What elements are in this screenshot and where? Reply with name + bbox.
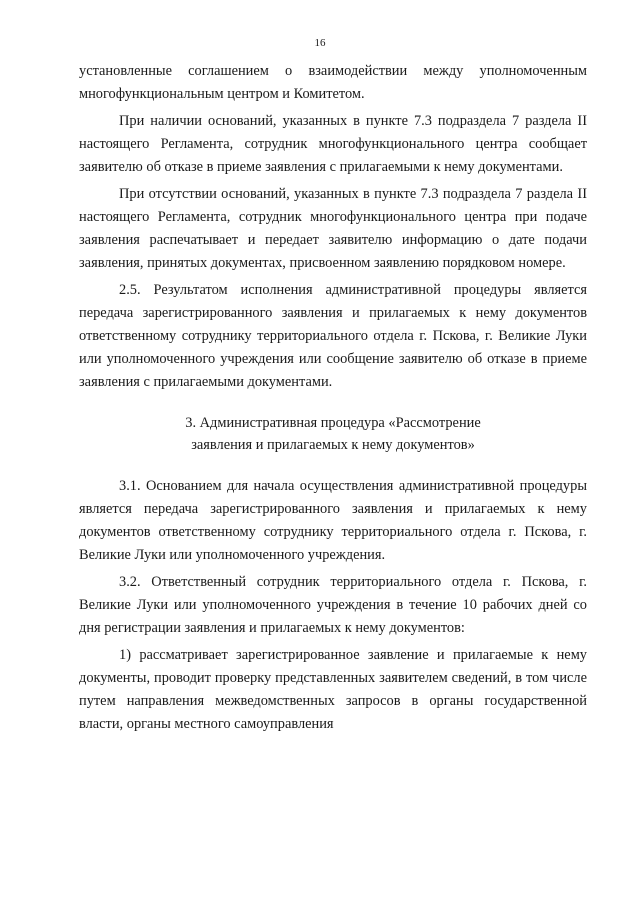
paragraph-3-2-item-1: 1) рассматривает зарегистрированное заявление и прилагаемые к нему документы, проводит проверку представленных заявителем сведений, в том числе путем направления межведомственных запросов в органы государственной власти, органы местного самоуправления <box>79 647 587 732</box>
paragraph-3-2: 3.2. Ответственный сотрудник территориального отдела г. Пскова, г. Великие Луки или уполномоченного учреждения в течение 10 рабочих дней со дня регистрации заявления и прилагаемых к нему документов: <box>79 574 587 636</box>
paragraph-no-refusal-grounds: При отсутствии оснований, указанных в пункте 7.3 подраздела 7 раздела II настоящего Регламента, сотрудник многофункционального центра при подаче заявления распечатывает и передает заявителю информацию о дате подачи заявления, принятых документах, присвоенном заявлению порядковом номере. <box>79 186 587 271</box>
paragraph-2-5-result: 2.5. Результатом исполнения административной процедуры является передача зарегистрированного заявления и прилагаемых к нему документов ответственному сотруднику территориального отдела г. Пскова, г. Великие Луки или уполномоченного учреждения или сообщение заявителю об отказе в приеме заявления с прилагаемыми документами. <box>79 282 587 390</box>
paragraph-3-1: 3.1. Основанием для начала осуществления административной процедуры является передача зарегистрированного заявления и прилагаемых к нему документов ответственному сотруднику территориального отдела г. Пскова, г. Великие Луки или уполномоченного учреждения. <box>79 478 587 563</box>
document-body <box>79 60 587 736</box>
paragraph-continuation: установленные соглашением о взаимодействии между уполномоченным многофункциональным центром и Комитетом. <box>79 63 587 102</box>
page-number: 16 <box>314 37 326 49</box>
paragraph-refusal-grounds: При наличии оснований, указанных в пункте 7.3 подраздела 7 раздела II настоящего Регламента, сотрудник многофункционального центра сообщает заявителю об отказе в приеме заявления с прилагаемыми к нему документами. <box>79 113 587 175</box>
section-3-heading-line1: 3. Административная процедура «Рассмотрение <box>185 415 481 431</box>
section-3-heading-line2: заявления и прилагаемых к нему документов» <box>191 437 475 453</box>
section-3-heading <box>79 412 587 456</box>
